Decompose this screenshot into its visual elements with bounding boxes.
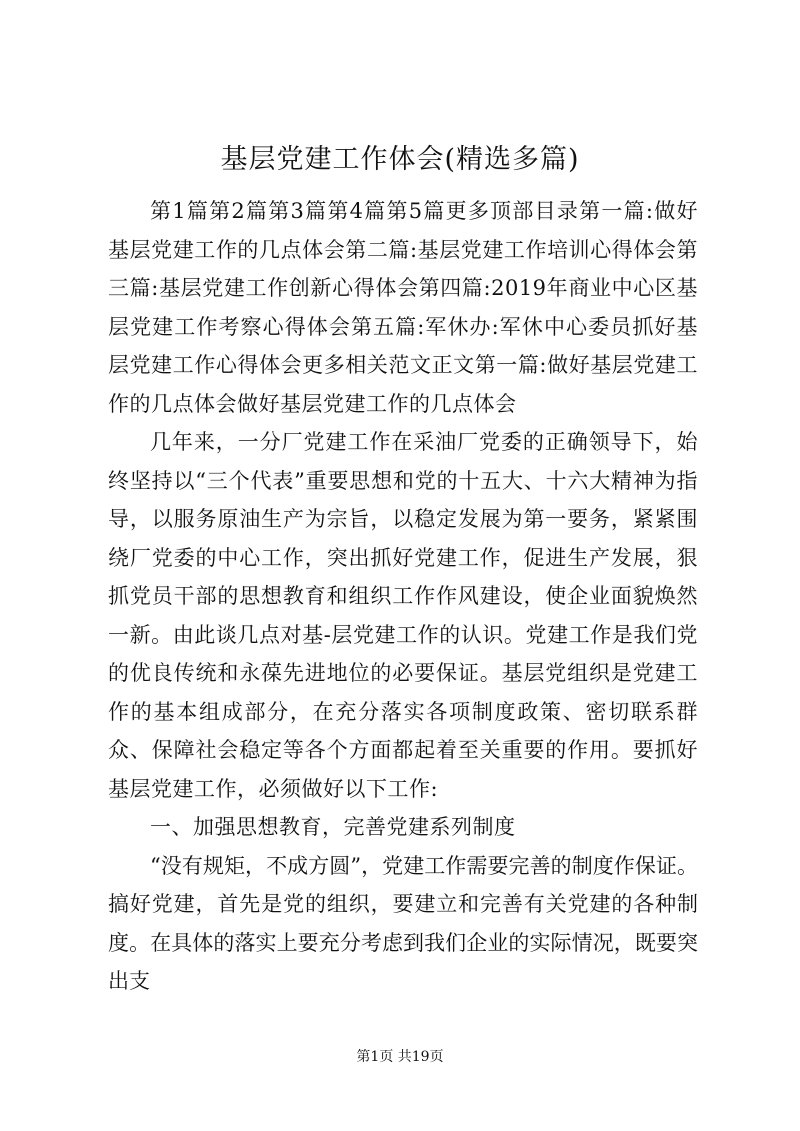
paragraph-section-body: “没有规矩，不成方圆”，党建工作需要完善的制度作保证。搞好党建，首先是党的组织，要建立和完善有关党建的各种制度。在具体的落实上要充分考虑到我们企业的实际情况，既要突出支	[108, 853, 698, 993]
section-heading: 一、加强思想教育，完善党建系列制度	[150, 815, 516, 839]
document-title: 基层党建工作体会(精选多篇)	[220, 144, 580, 175]
document-body	[108, 192, 698, 1001]
paragraph-introduction: 几年来，一分厂党建工作在采油厂党委的正确领导下，始终坚持以“三个代表”重要思想和党的十五大、十六大精神为指导，以服务原油生产为宗旨，以稳定发展为第一要务，紧紧围绕厂党委的中心工作，突出抓好党建工作，促进生产发展，狠抓党员干部的思想教育和组织工作作风建设，使企业面貌焕然一新。由此谈几点对基-层党建工作的认识。党建工作是我们党的优良传统和永葆先进地位的必要保证。基层党组织是党建工作的基本组成部分，在充分落实各项制度政策、密切联系群众、保障社会稳定等各个方面都起着至关重要的作用。要抓好基层党建工作，必须做好以下工作:	[108, 430, 698, 801]
paragraph-table-of-contents: 第1篇第2篇第3篇第4篇第5篇更多顶部目录第一篇:做好基层党建工作的几点体会第二篇:基层党建工作培训心得体会第三篇:基层党建工作创新心得体会第四篇:2019年商业中心区基层党建工作考察心得体会第五篇:军休办:军休中心委员抓好基层党建工作心得体会更多相关范文正文第一篇:做好基层党建工作的几点体会做好基层党建工作的几点体会	[108, 199, 698, 416]
page-footer: 第1页 共19页	[356, 1049, 444, 1065]
